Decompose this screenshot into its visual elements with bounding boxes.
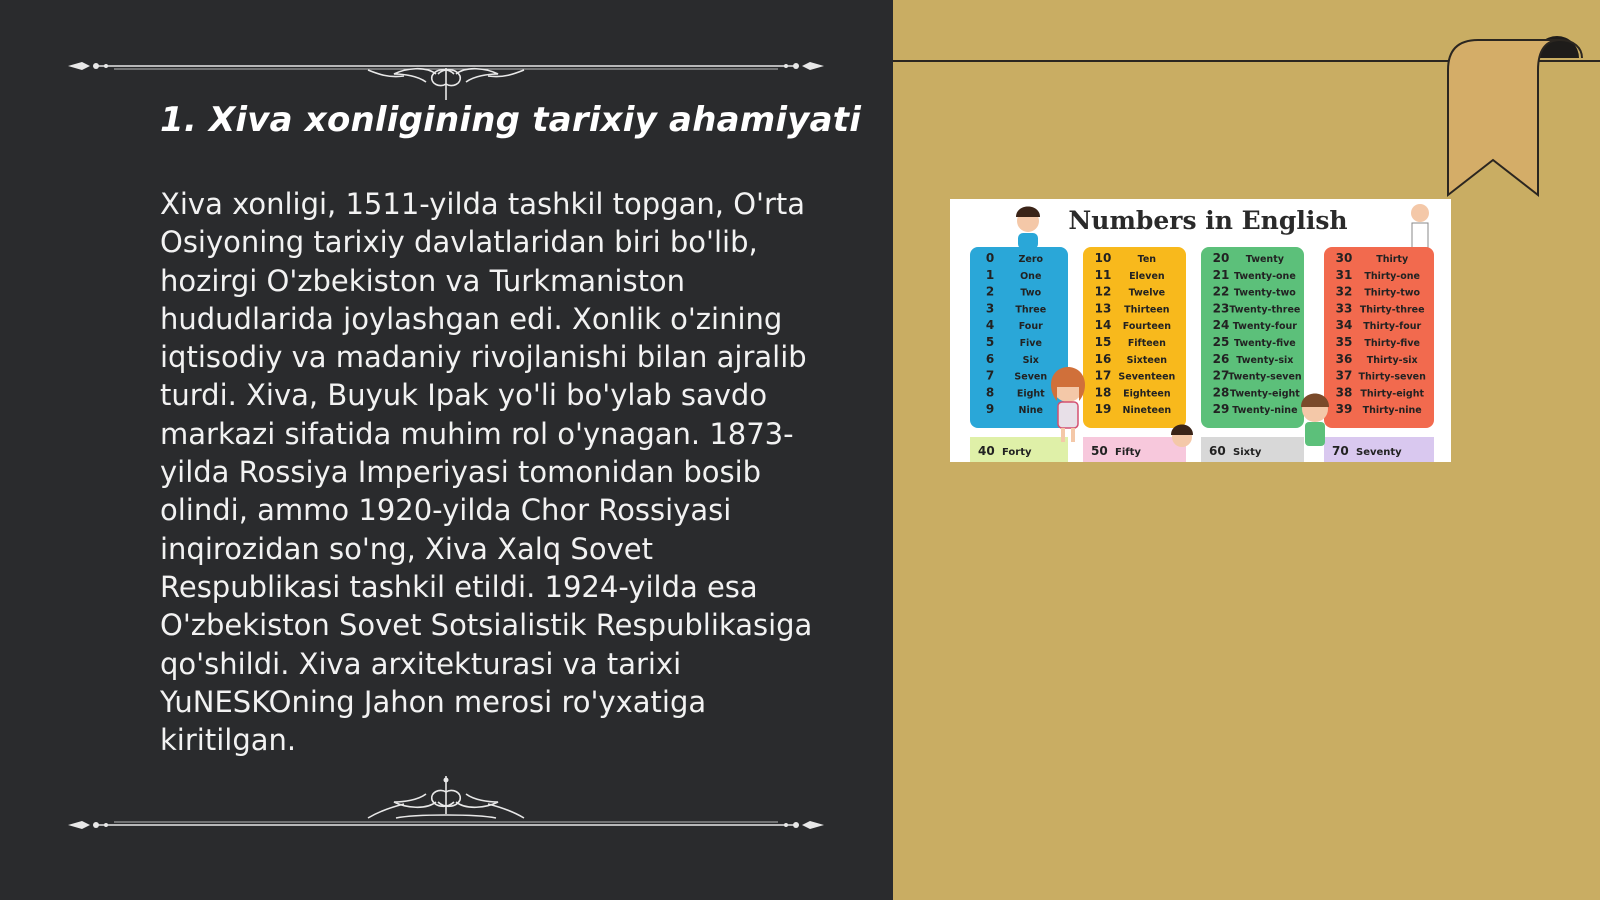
- number-word: Nine: [1018, 405, 1043, 417]
- number-digit: 35: [1335, 335, 1353, 349]
- number-word: Five: [1019, 338, 1042, 349]
- number-word: Nineteen: [1122, 405, 1172, 417]
- number-digit: 16: [1094, 351, 1112, 366]
- number-digit: 2: [985, 284, 995, 299]
- number-digit: 31: [1335, 267, 1353, 282]
- number-digit: 33: [1335, 301, 1353, 316]
- number-word: One: [1020, 270, 1042, 282]
- number-digit: 11: [1094, 267, 1112, 282]
- number-digit: 22: [1212, 284, 1230, 299]
- number-word: Twenty-four: [1232, 321, 1297, 333]
- number-digit: 27: [1212, 368, 1230, 383]
- number-word: Thirty-one: [1364, 270, 1421, 282]
- number-digit: 6: [985, 351, 995, 366]
- number-digit: 9: [985, 402, 995, 417]
- number-digit: 13: [1094, 301, 1112, 316]
- number-word: Thirty-three: [1359, 304, 1425, 316]
- number-word: Four: [1018, 321, 1043, 333]
- number-digit: 36: [1335, 351, 1353, 366]
- number-digit: 37: [1335, 368, 1353, 383]
- bottom-ornament-divider: [66, 776, 826, 836]
- number-word: Thirty-seven: [1358, 371, 1426, 383]
- number-word: Seven: [1014, 371, 1048, 383]
- number-word: Forty: [1002, 447, 1032, 458]
- number-digit: 60: [1209, 444, 1226, 458]
- number-digit: 26: [1212, 351, 1230, 366]
- bookmark-ribbon-icon: [1430, 30, 1600, 205]
- number-word: Six: [1022, 354, 1039, 366]
- number-word: Twenty-eight: [1229, 388, 1300, 400]
- number-word: Thirty-eight: [1360, 388, 1425, 400]
- number-word: Sixty: [1233, 447, 1262, 458]
- number-digit: 18: [1094, 385, 1112, 400]
- number-digit: 10: [1094, 251, 1112, 265]
- number-word: Twenty-seven: [1228, 371, 1302, 383]
- number-word: Thirty-five: [1364, 338, 1420, 349]
- number-word: Eight: [1016, 388, 1045, 400]
- number-word: Thirty-four: [1363, 321, 1422, 333]
- number-word: Twenty-five: [1233, 338, 1296, 349]
- number-digit: 32: [1335, 284, 1353, 299]
- number-digit: 7: [985, 368, 995, 383]
- number-digit: 12: [1094, 284, 1112, 299]
- number-digit: 0: [985, 251, 995, 265]
- number-word: Zero: [1018, 254, 1044, 265]
- number-word: Eighteen: [1123, 388, 1171, 400]
- number-digit: 25: [1212, 335, 1230, 349]
- number-word: Fifty: [1115, 447, 1141, 458]
- number-word: Seventy: [1356, 447, 1402, 458]
- number-digit: 5: [985, 335, 995, 349]
- number-digit: 1: [985, 267, 995, 282]
- number-digit: 14: [1094, 318, 1112, 333]
- number-word: Twenty-two: [1233, 287, 1296, 299]
- number-word: Seventeen: [1118, 371, 1176, 383]
- number-digit: 39: [1335, 402, 1353, 417]
- number-word: Twelve: [1128, 287, 1166, 299]
- number-word: Thirty-two: [1364, 287, 1421, 299]
- number-word: Sixteen: [1126, 354, 1168, 366]
- number-digit: 70: [1332, 444, 1349, 458]
- number-word: Eleven: [1129, 270, 1165, 282]
- number-digit: 30: [1335, 251, 1353, 265]
- number-word: Ten: [1137, 254, 1157, 265]
- number-digit: 23: [1212, 301, 1230, 316]
- number-word: Three: [1015, 304, 1047, 316]
- slide-title: 1. Xiva xonligining tarixiy ahamiyati: [160, 100, 862, 140]
- number-word: Fourteen: [1122, 321, 1172, 333]
- number-word: Thirty-nine: [1362, 405, 1422, 417]
- number-digit: 40: [978, 444, 995, 458]
- number-digit: 20: [1212, 251, 1230, 265]
- number-word: Twenty-one: [1233, 270, 1296, 282]
- slide-body-text: Xiva xonligi, 1511-yilda tashkil topgan, O'rta Osiyoning tarixiy davlatlaridan biri bo'lib, hozirgi O'zbekiston va Turkmaniston hududlarida joylashgan edi. Xonlik o'zining iqtisodiy va madaniy rivojlanishi bilan ajralib turdi. Xiva, Buyuk Ipak yo'li bo'ylab savdo markazi sifatida muhim rol o'ynagan. 1873-yilda Rossiya Imperiyasi tomonidan bosib olindi, ammo 1920-yilda Chor Rossiyasi inqirozidan so'ng, Xiva Xalq Sovet Respublikasi tashkil etildi. 1924-yilda esa O'zbekiston Sovet Sotsialistik Respublikasiga qo'shildi. Xiva arxitekturasi va tarixi YuNESKOning Jahon merosi ro'yxatiga kiritilgan.: [160, 187, 813, 758]
- teacher-left-icon: [1016, 207, 1040, 250]
- number-word: Two: [1020, 287, 1042, 299]
- number-digit: 24: [1212, 318, 1230, 333]
- top-ornament-divider: [66, 40, 826, 100]
- number-word: Twenty-three: [1229, 304, 1301, 316]
- number-digit: 8: [985, 385, 995, 400]
- number-word: Thirteen: [1124, 304, 1170, 316]
- number-digit: 4: [985, 318, 995, 333]
- image-title: Numbers in English: [1068, 206, 1348, 235]
- number-digit: 34: [1335, 318, 1353, 333]
- number-digit: 29: [1212, 402, 1230, 417]
- number-word: Twenty-nine: [1232, 405, 1298, 417]
- number-digit: 21: [1212, 267, 1230, 282]
- number-digit: 17: [1094, 368, 1112, 383]
- number-word: Twenty: [1245, 254, 1284, 265]
- number-word: Twenty-six: [1236, 354, 1294, 366]
- numbers-in-english-image: [950, 199, 1451, 462]
- number-digit: 38: [1335, 385, 1353, 400]
- number-digit: 3: [985, 301, 995, 316]
- number-digit: 15: [1094, 335, 1112, 349]
- number-digit: 19: [1094, 402, 1112, 417]
- number-digit: 28: [1212, 385, 1230, 400]
- number-word: Thirty: [1376, 254, 1409, 265]
- number-digit: 50: [1091, 444, 1108, 458]
- number-word: Thirty-six: [1366, 354, 1418, 366]
- number-word: Fifteen: [1127, 338, 1166, 349]
